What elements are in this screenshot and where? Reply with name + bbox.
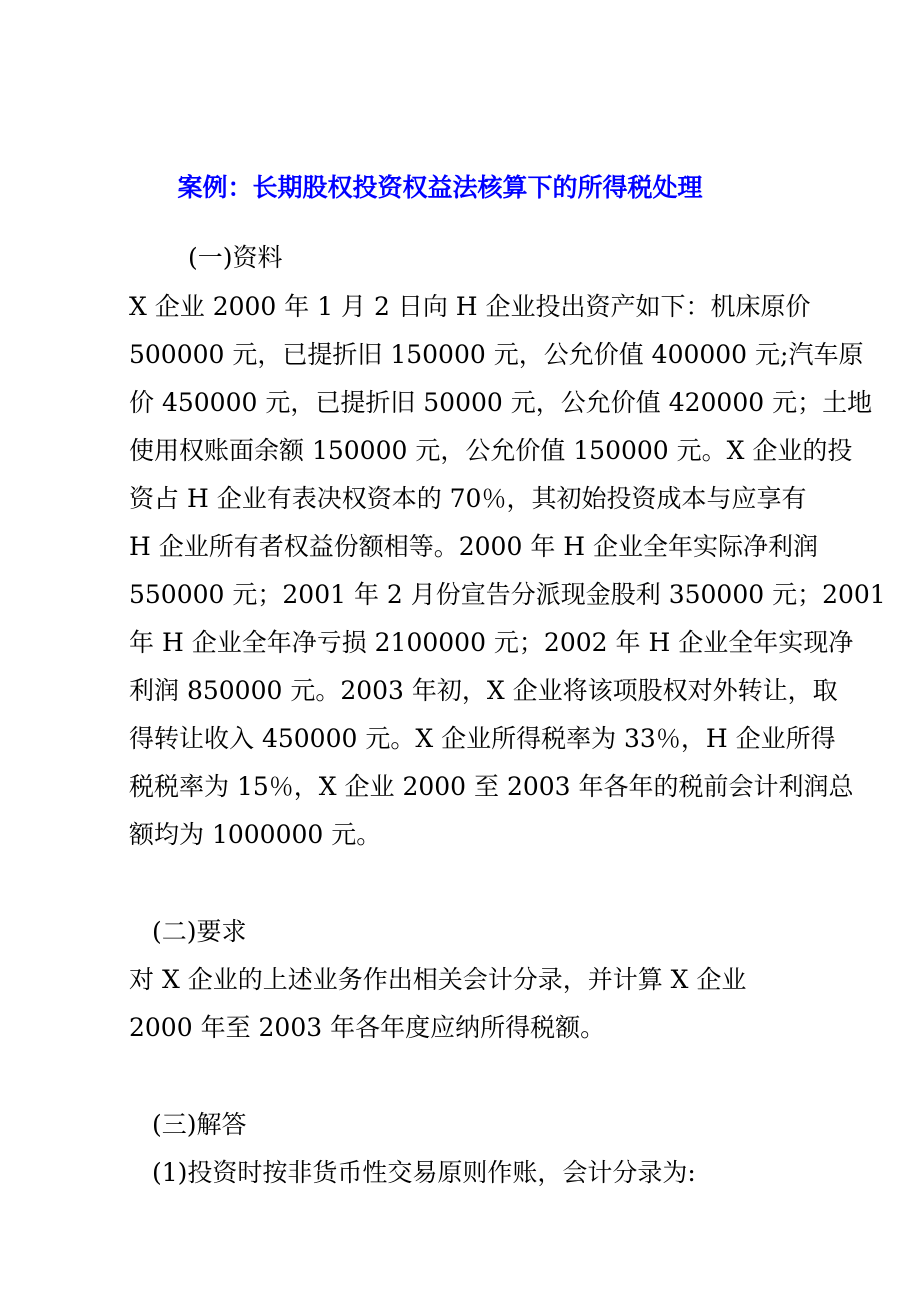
materials-heading: (一)资料: [188, 243, 283, 272]
materials-paragraph: [129, 283, 886, 859]
materials-line: 使用权账面余额 150000 元，公允价值 150000 元。X 企业的投: [129, 436, 853, 465]
materials-line: 价 450000 元，已提折旧 50000 元，公允价值 420000 元；土地: [129, 388, 873, 417]
requirements-line: 2000 年至 2003 年各年度应纳所得税额。: [129, 1013, 606, 1042]
materials-line: H 企业所有者权益份额相等。2000 年 H 企业全年实际净利润: [129, 532, 819, 561]
materials-line: 年 H 企业全年净亏损 2100000 元；2002 年 H 企业全年实现净: [129, 628, 854, 657]
requirements-paragraph: [129, 956, 793, 1052]
materials-line: 得转让收入 450000 元。X 企业所得税率为 33％，H 企业所得: [129, 724, 836, 753]
materials-line: 500000 元，已提折旧 150000 元，公允价值 400000 元;汽车原: [129, 340, 864, 369]
answer-first-line: (1)投资时按非货币性交易原则作账，会计分录为:: [152, 1158, 696, 1187]
document-title: 案例：长期股权投资权益法核算下的所得税处理: [177, 173, 703, 202]
materials-line: 额均为 1000000 元。: [129, 820, 382, 849]
materials-line: 550000 元；2001 年 2 月份宣告分派现金股利 350000 元；2001: [129, 580, 886, 609]
materials-line: X 企业 2000 年 1 月 2 日向 H 企业投出资产如下：机床原价: [129, 292, 811, 321]
materials-line: 利润 850000 元。2003 年初，X 企业将该项股权对外转让，取: [129, 676, 838, 705]
materials-line: 资占 H 企业有表决权资本的 70％，其初始投资成本与应享有: [129, 484, 807, 513]
answer-heading: (三)解答: [152, 1110, 247, 1139]
requirements-line: 对 X 企业的上述业务作出相关会计分录，并计算 X 企业: [129, 965, 747, 994]
requirements-heading: (二)要求: [152, 917, 247, 946]
materials-line: 税税率为 15％，X 企业 2000 至 2003 年各年的税前会计利润总: [129, 772, 854, 801]
